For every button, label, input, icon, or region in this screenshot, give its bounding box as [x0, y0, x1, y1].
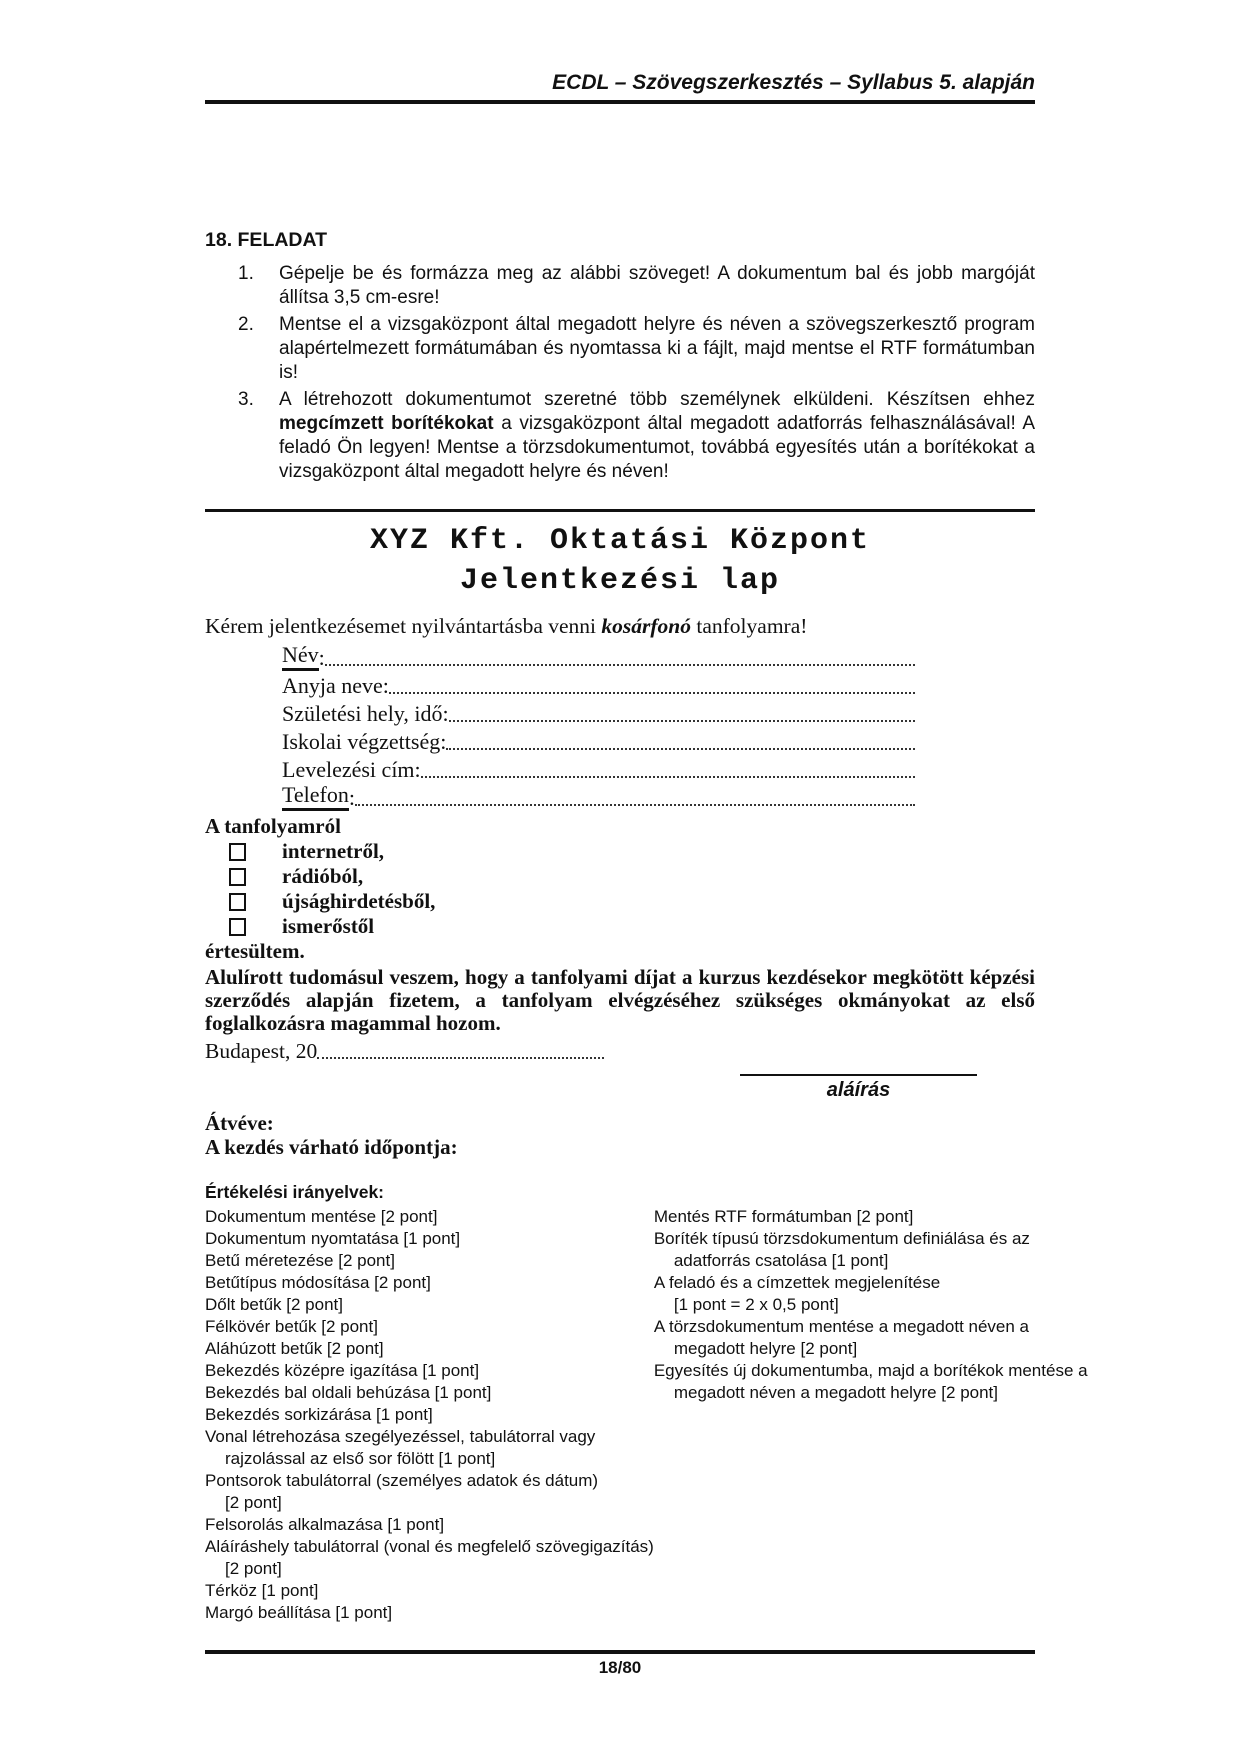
dotted-line — [389, 692, 915, 694]
score-line: Bekezdés sorkizárása [1 pont] — [205, 1405, 433, 1424]
field-label: Születési hely, idő — [282, 701, 443, 726]
task-item — [205, 262, 1035, 310]
score-line: Bekezdés bal oldali behúzása [1 pont] — [205, 1383, 492, 1402]
task-heading: 18. FELADAT — [205, 229, 328, 251]
checkbox-row — [229, 864, 1035, 889]
field-colon: : — [318, 645, 325, 670]
score-line: Vonal létrehozása szegélyezéssel, tabulátorral vagy — [205, 1427, 596, 1446]
field-label: Levelezési cím — [282, 757, 415, 782]
task-item-text-pre: A létrehozott dokumentumot szeretné több személynek elküldeni. Készítsen ehhez — [279, 389, 1035, 410]
score-line: Dokumentum mentése [2 pont] — [205, 1207, 438, 1226]
course-source-options — [205, 839, 1035, 939]
field-colon: : — [442, 701, 449, 726]
task-item-number: 1. — [238, 263, 254, 284]
checkbox-label: internetről, — [282, 839, 385, 863]
task-item-number: 2. — [238, 314, 254, 335]
score-line: Betűtípus módosítása [2 pont] — [205, 1273, 431, 1292]
page-number: 18/80 — [598, 1658, 642, 1677]
header-title: ECDL – Szövegszerkesztés – Syllabus 5. alapján — [552, 71, 1035, 94]
intro-pre: Kérem jelentkezésemet nyilvántartásba venni — [205, 614, 602, 638]
form-title: XYZ Kft. Oktatási Központ — [369, 524, 871, 558]
checkbox-icon — [229, 843, 246, 861]
form-field-row-nev — [282, 643, 915, 671]
score-line-continuation: adatforrás csatolása [1 pont] — [673, 1251, 889, 1270]
signature-label: aláírás — [826, 1079, 891, 1101]
form-field-row-szuletesi — [282, 699, 915, 727]
score-line: Térköz [1 pont] — [205, 1581, 319, 1600]
score-line: Dokumentum nyomtatása [1 pont] — [205, 1229, 461, 1248]
dotted-line — [449, 720, 915, 722]
field-label: Iskolai végzettség — [282, 729, 441, 754]
score-line: Betű méretezése [2 pont] — [205, 1251, 395, 1270]
checkbox-label: újsághirdetésből, — [282, 889, 436, 913]
form-field-row-levelezesi — [282, 755, 915, 783]
score-line: Mentés RTF formátumban [2 pont] — [653, 1207, 914, 1226]
scoring-column-right — [654, 1206, 1088, 1624]
field-colon: : — [440, 729, 447, 754]
scoring-heading: Értékelési irányelvek: — [205, 1182, 385, 1202]
scoring-column-left — [205, 1206, 654, 1624]
score-line-continuation: megadott helyre [2 pont] — [673, 1339, 858, 1358]
score-line: Margó beállítása [1 pont] — [205, 1603, 393, 1622]
field-label: Név — [282, 641, 319, 671]
field-label: Anyja neve — [282, 673, 383, 698]
task-item — [205, 388, 1035, 484]
score-line: Boríték típusú törzsdokumentum definiálása és az — [653, 1229, 1030, 1248]
score-line: Pontsorok tabulátorral (személyes adatok és dátum) — [205, 1471, 599, 1490]
form-field-row-iskolai — [282, 727, 915, 755]
score-line: Bekezdés középre igazítása [1 pont] — [205, 1361, 480, 1380]
checkbox-row — [229, 839, 1035, 864]
score-line-continuation: megadott néven a megadott helyre [2 pont] — [673, 1383, 999, 1402]
field-colon: : — [382, 673, 389, 698]
task-list — [205, 262, 1035, 484]
checkbox-label: ismerőstől — [282, 914, 375, 938]
checkbox-row — [229, 914, 1035, 939]
score-line: Aláhúzott betűk [2 pont] — [205, 1339, 384, 1358]
field-colon: : — [348, 785, 355, 810]
dotted-line — [421, 776, 915, 778]
score-line-continuation: [2 pont] — [225, 1559, 282, 1578]
form-fields — [205, 643, 1035, 811]
score-line: Aláíráshely tabulátorral (vonal és megfelelő szövegigazítás) — [205, 1537, 654, 1556]
course-source-tail: értesültem. — [205, 939, 305, 963]
declaration-paragraph: Alulírott tudomásul veszem, hogy a tanfolyami díjat a kurzus kezdésekor megkötött képzési szerződés alapján fizetem, a tanfolyam elvégzéséhez szükséges okmányokat az első foglalkozásra magammal hozom. — [205, 965, 1035, 1035]
date-prefix: Budapest, 20 — [205, 1039, 318, 1063]
scoring-section — [205, 1181, 1088, 1624]
checkbox-icon — [229, 918, 246, 936]
task-item-text: Mentse el a vizsgaközpont által megadott helyre és néven a szövegszerkesztő program alapértelmezett formátumában és nyomtassa ki a fájlt, majd mentse el RTF formátumban is! — [279, 314, 1035, 383]
form-field-row-anyja-neve — [282, 671, 915, 699]
received-label: Átvéve: — [205, 1111, 274, 1135]
checkbox-label: rádióból, — [282, 864, 364, 888]
score-line: Dőlt betűk [2 pont] — [205, 1295, 343, 1314]
start-time-label: A kezdés várható időpontja: — [205, 1135, 458, 1159]
course-source-lead: A tanfolyamról — [205, 814, 341, 838]
task-item — [205, 313, 1035, 385]
checkbox-row — [229, 889, 1035, 914]
form-title-block — [205, 509, 1035, 601]
signature-block — [740, 1074, 977, 1102]
score-line: A törzsdokumentum mentése a megadott néven a — [653, 1317, 1030, 1336]
scoring-columns — [205, 1206, 1088, 1624]
field-label: Telefon — [282, 781, 349, 811]
task-item-text-post: a vizsgaközpont által megadott adatforrás felhasználásával! A feladó Ön legyen! Mentse a törzsdokumentumot, továbbá egyesítés után a borítékokat a vizsgaközpont által megadott helyre és néven! — [279, 413, 1035, 482]
page-footer — [205, 1650, 1035, 1678]
score-line: Egyesítés új dokumentumba, majd a borítékok mentése a — [653, 1361, 1088, 1380]
checkbox-icon — [229, 893, 246, 911]
dotted-line — [317, 1057, 604, 1059]
score-line-continuation: rajzolással az első sor fölött [1 pont] — [225, 1449, 496, 1468]
task-item-number: 3. — [238, 389, 254, 410]
task-item-text-bold: megcímzett borítékokat — [279, 413, 494, 434]
form-field-row-telefon — [282, 783, 915, 811]
form-subtitle: Jelentkezési lap — [459, 564, 781, 598]
checkbox-icon — [229, 868, 246, 886]
dotted-line — [355, 804, 915, 806]
dotted-line — [446, 748, 915, 750]
task-item-text: Gépelje be és formázza meg az alábbi szöveget! A dokumentum bal és jobb margóját állítsa 3,5 cm-esre! — [279, 263, 1035, 308]
dotted-line — [325, 664, 915, 666]
task-item-text — [279, 388, 1035, 484]
score-line: A feladó és a címzettek megjelenítése — [653, 1273, 941, 1292]
intro-emphasis: kosárfonó — [601, 614, 691, 638]
score-line: Félkövér betűk [2 pont] — [205, 1317, 378, 1336]
date-row — [205, 1038, 1035, 1064]
intro-post: tanfolyamra! — [691, 614, 808, 638]
intro-line — [205, 613, 1035, 639]
score-line-continuation: [1 pont = 2 x 0,5 pont] — [673, 1295, 839, 1314]
score-line-continuation: [2 pont] — [225, 1493, 282, 1512]
score-line: Felsorolás alkalmazása [1 pont] — [205, 1515, 445, 1534]
running-header — [205, 70, 1035, 104]
field-colon: : — [414, 757, 421, 782]
